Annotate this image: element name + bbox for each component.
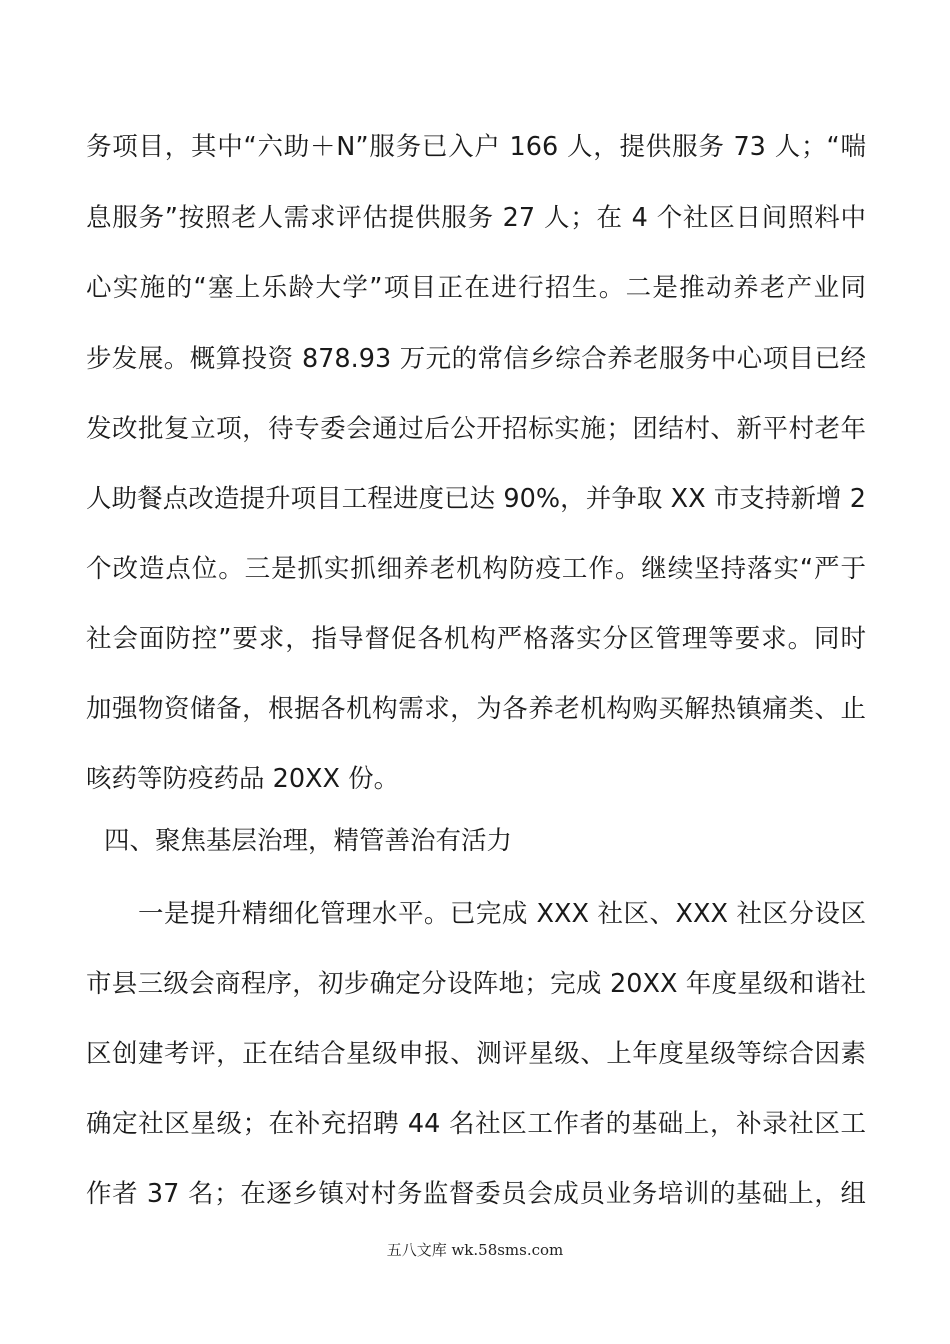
paragraph-1-line-5: 发改批复立项，待专委会通过后公开招标实施；团结村、新平村老年 xyxy=(86,414,866,444)
paragraph-1-line-9: 加强物资储备，根据各机构需求，为各养老机构购买解热镇痛类、止 xyxy=(86,694,866,724)
paragraph-2-line-1: 一是提升精细化管理水平。已完成 XXX 社区、XXX 社区分设区 xyxy=(86,899,866,929)
section-heading: 四、聚焦基层治理，精管善治有活力 xyxy=(104,826,513,856)
paragraph-2-line-5: 作者 37 名；在逐乡镇对村务监督委员会成员业务培训的基础上，组 xyxy=(86,1179,866,1209)
footer-watermark: 五八文库 wk.58sms.com xyxy=(386,1241,564,1259)
paragraph-2-line-4: 确定社区星级；在补充招聘 44 名社区工作者的基础上，补录社区工 xyxy=(86,1109,866,1139)
paragraph-1-line-2: 息服务”按照老人需求评估提供服务 27 人；在 4 个社区日间照料中 xyxy=(86,203,866,233)
paragraph-1-line-6: 人助餐点改造提升项目工程进度已达 90%，并争取 XX 市支持新增 2 xyxy=(86,484,866,514)
paragraph-1-line-3: 心实施的“塞上乐龄大学”项目正在进行招生。二是推动养老产业同 xyxy=(86,273,866,303)
paragraph-1-line-10: 咳药等防疫药品 20XX 份。 xyxy=(86,764,400,794)
paragraph-1-line-7: 个改造点位。三是抓实抓细养老机构防疫工作。继续坚持落实“严于 xyxy=(86,554,866,584)
paragraph-2-line-2: 市县三级会商程序，初步确定分设阵地；完成 20XX 年度星级和谐社 xyxy=(86,969,866,999)
paragraph-1-line-8: 社会面防控”要求，指导督促各机构严格落实分区管理等要求。同时 xyxy=(86,624,866,654)
paragraph-1-line-1: 务项目，其中“六助＋N”服务已入户 166 人，提供服务 73 人；“喘 xyxy=(86,132,866,162)
paragraph-2-line-3: 区创建考评，正在结合星级申报、测评星级、上年度星级等综合因素 xyxy=(86,1039,866,1069)
paragraph-1-line-4: 步发展。概算投资 878.93 万元的常信乡综合养老服务中心项目已经 xyxy=(86,344,866,374)
